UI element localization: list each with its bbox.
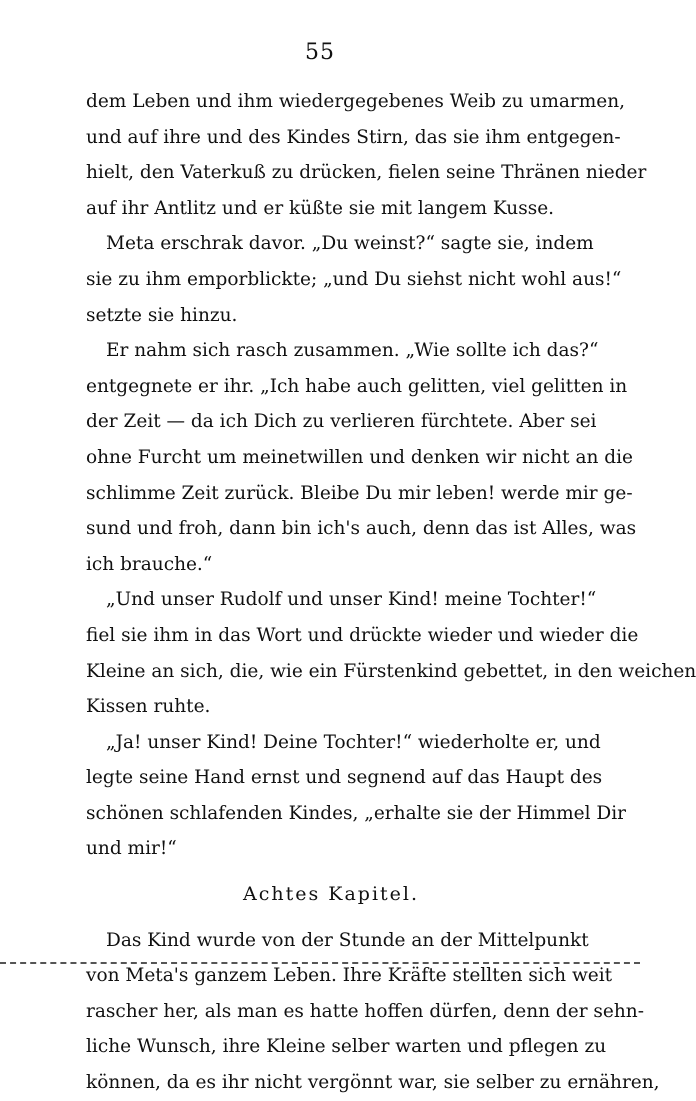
text-line: fiel sie ihm in das Wort und drückte wieder und wieder die bbox=[86, 624, 639, 646]
text-line: setzte sie hinzu. bbox=[86, 304, 238, 326]
text-line: entgegnete er ihr. „Ich habe auch gelitten, viel gelitten in bbox=[86, 375, 628, 397]
text-line: hielt, den Vaterkuß zu drücken, fielen seine Thränen nieder bbox=[86, 162, 647, 184]
text-line: Kissen ruhte. bbox=[86, 696, 211, 718]
text-line: von Meta's ganzem Leben. Ihre Kräfte stellten sich weit bbox=[86, 965, 613, 987]
text-line: und auf ihre und des Kindes Stirn, das sie ihm entgegen- bbox=[86, 126, 621, 148]
text-line: liche Wunsch, ihre Kleine selber warten und pflegen zu bbox=[86, 1036, 607, 1058]
text-line: Er nahm sich rasch zusammen. „Wie sollte ich das?“ bbox=[106, 340, 599, 362]
body-text bbox=[86, 84, 696, 1101]
text-line: können, da es ihr nicht vergönnt war, sie selber zu ernähren, bbox=[86, 1072, 660, 1094]
text-line: sund und froh, dann bin ich's auch, denn das ist Alles, was bbox=[86, 518, 637, 540]
text-line: dem Leben und ihm wiedergegebenes Weib zu umarmen, bbox=[86, 91, 626, 112]
text-line: Das Kind wurde von der Stunde an der Mittelpunkt bbox=[106, 929, 589, 951]
text-line: der Zeit — da ich Dich zu verlieren fürchtete. Aber sei bbox=[86, 411, 597, 433]
text-line: sie zu ihm emporblickte; „und Du siehst nicht wohl aus!“ bbox=[86, 268, 622, 290]
text-line: „Ja! unser Kind! Deine Tochter!“ wiederholte er, und bbox=[106, 731, 601, 753]
text-line: Kleine an sich, die, wie ein Fürstenkind gebettet, in den weichen bbox=[86, 660, 696, 682]
text-line: auf ihr Antlitz und er küßte sie mit langem Kusse. bbox=[86, 197, 555, 219]
text-line: und mir!“ bbox=[86, 838, 177, 860]
text-line: ich brauche.“ bbox=[86, 553, 213, 575]
text-line: rascher her, als man es hatte hoffen dürfen, denn der sehn- bbox=[86, 1000, 644, 1022]
bottom-edge-rule bbox=[0, 962, 640, 964]
text-line: „Und unser Rudolf und unser Kind! meine Tochter!“ bbox=[106, 589, 597, 611]
text-line: Meta erschrak davor. „Du weinst?“ sagte sie, indem bbox=[106, 233, 594, 255]
text-line: ohne Furcht um meinetwillen und denken wir nicht an die bbox=[86, 446, 633, 468]
text-line: schönen schlafenden Kindes, „erhalte sie der Himmel Dir bbox=[86, 802, 627, 824]
text-line: schlimme Zeit zurück. Bleibe Du mir leben! werde mir ge- bbox=[86, 482, 633, 504]
text-line: legte seine Hand ernst und segnend auf das Haupt des bbox=[86, 767, 603, 789]
chapter-heading: Achtes Kapitel. bbox=[242, 883, 420, 906]
page-number: 55 bbox=[305, 40, 335, 65]
